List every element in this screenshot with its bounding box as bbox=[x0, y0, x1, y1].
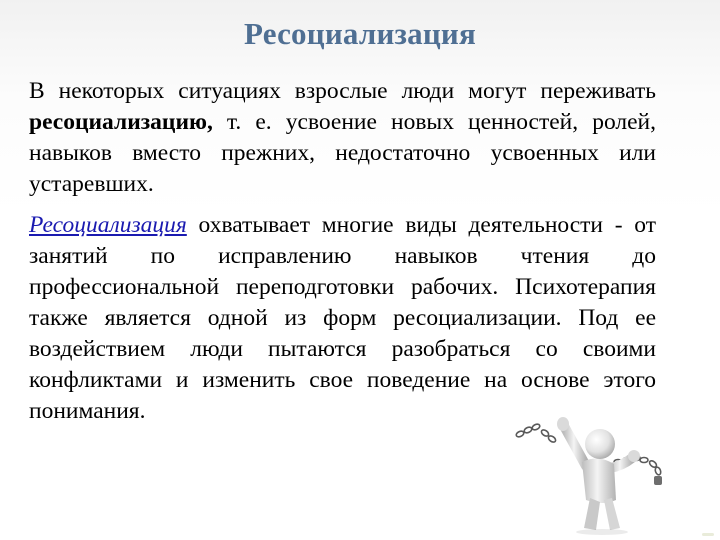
left-chain bbox=[515, 423, 556, 443]
intro-text-start: В некоторых ситуациях взрослые люди могут переживать bbox=[29, 78, 656, 104]
resocialization-link[interactable]: Ресоциализация bbox=[29, 212, 187, 238]
slide-title: Ресоциализация bbox=[244, 16, 476, 51]
keyword-resocialization: ресоциализацию, bbox=[29, 109, 213, 135]
watermark-mark bbox=[702, 533, 714, 536]
figure-breaking-chains-illustration bbox=[506, 396, 696, 536]
intro-text-end: т. е. усвоение новых ценностей, ролей, навыков вместо прежних, недостаточно усвоенных или устаревших. bbox=[29, 109, 656, 197]
slide-body bbox=[29, 76, 656, 427]
details-text: охватывает многие виды деятельности - от занятий по исправлению навыков чтения до профессиональной переподготовки рабочих. Психотерапия также является одной из форм ресоциализации. Под ее воздействием люди пытаются разобраться со своими конфликтами и изменить свое поведение на основе этого понимания. bbox=[29, 212, 656, 424]
paragraph-intro bbox=[29, 76, 656, 200]
paragraph-details bbox=[29, 210, 656, 427]
